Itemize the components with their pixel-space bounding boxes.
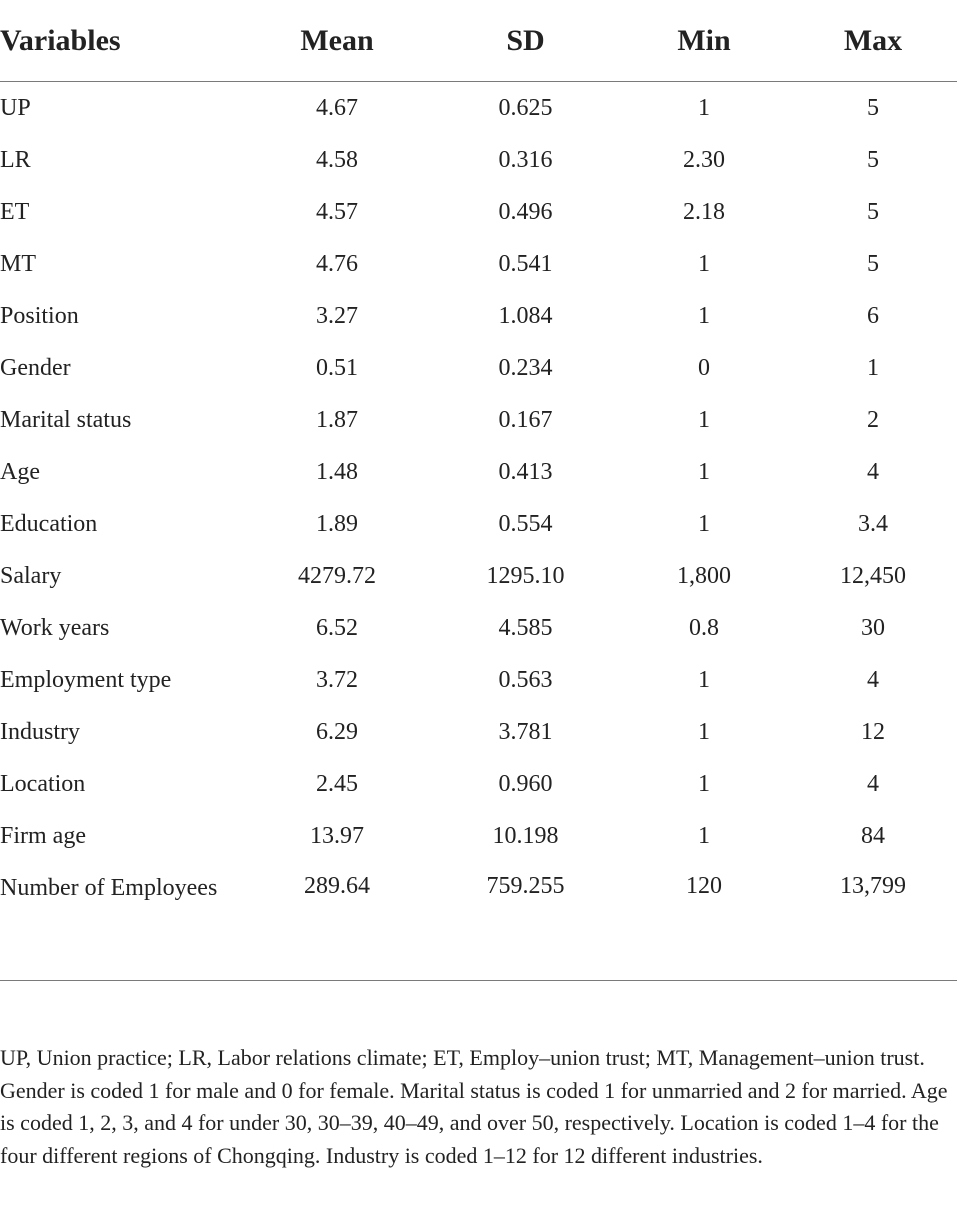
cell-min: 0 bbox=[698, 355, 710, 381]
cell-variable: Gender bbox=[0, 355, 71, 381]
table-row bbox=[0, 810, 957, 862]
cell-sd: 1295.10 bbox=[486, 563, 565, 589]
cell-max: 12,450 bbox=[840, 563, 906, 589]
cell-sd: 759.255 bbox=[432, 862, 619, 981]
cell-max: 12 bbox=[861, 719, 885, 745]
table-row bbox=[0, 446, 957, 498]
cell-sd: 0.413 bbox=[498, 459, 553, 485]
cell-variable: Firm age bbox=[0, 823, 86, 849]
header-variables: Variables bbox=[0, 0, 242, 82]
cell-min: 1 bbox=[698, 95, 710, 121]
cell-variable: Location bbox=[0, 771, 86, 797]
cell-max: 4 bbox=[867, 459, 879, 485]
cell-max: 5 bbox=[867, 147, 879, 173]
cell-mean: 4.57 bbox=[316, 199, 358, 225]
cell-variable: Salary bbox=[0, 563, 62, 589]
cell-variable: Employment type bbox=[0, 667, 172, 693]
cell-sd: 0.316 bbox=[498, 147, 553, 173]
cell-mean: 289.64 bbox=[242, 862, 432, 981]
cell-min: 1 bbox=[698, 823, 710, 849]
cell-mean: 2.45 bbox=[316, 771, 358, 797]
cell-variable: LR bbox=[0, 147, 31, 173]
table-row bbox=[0, 706, 957, 758]
cell-mean: 4.58 bbox=[316, 147, 358, 173]
cell-mean: 13.97 bbox=[310, 823, 364, 849]
cell-min: 1 bbox=[698, 251, 710, 277]
cell-max: 2 bbox=[867, 407, 879, 433]
cell-max: 5 bbox=[867, 251, 879, 277]
table-row bbox=[0, 498, 957, 550]
cell-variable: Age bbox=[0, 459, 40, 485]
cell-max: 13,799 bbox=[789, 862, 957, 981]
cell-max: 1 bbox=[867, 355, 879, 381]
cell-variable: Position bbox=[0, 303, 79, 329]
table-row bbox=[0, 862, 957, 981]
cell-sd: 10.198 bbox=[492, 823, 559, 849]
header-max: Max bbox=[789, 0, 957, 82]
cell-mean: 6.29 bbox=[316, 719, 358, 745]
cell-min: 1 bbox=[698, 667, 710, 693]
table-row bbox=[0, 758, 957, 810]
table-header-row bbox=[0, 0, 957, 82]
cell-max: 4 bbox=[867, 667, 879, 693]
cell-max: 5 bbox=[867, 199, 879, 225]
header-min: Min bbox=[619, 0, 789, 82]
cell-mean: 1.87 bbox=[316, 407, 358, 433]
cell-max: 84 bbox=[861, 823, 885, 849]
cell-sd: 0.496 bbox=[498, 199, 553, 225]
table-row bbox=[0, 82, 957, 135]
cell-min: 1,800 bbox=[677, 563, 731, 589]
cell-variable: Number of Employees bbox=[0, 862, 242, 981]
cell-min: 1 bbox=[698, 303, 710, 329]
cell-min: 2.18 bbox=[683, 199, 725, 225]
table-footnote: UP, Union practice; LR, Labor relations climate; ET, Employ–union trust; MT, Management–union trust. Gender is coded 1 for male and 0 for female. Marital status is coded 1 for unmarried and 2 for married. Age is coded 1, 2, 3, and 4 for under 30, 30–39, 40–49, and over 50, respectively. Location is coded 1–4 for the four different regions of Chongqing. Industry is coded 1–12 for 12 different industries. bbox=[0, 1045, 948, 1168]
cell-variable: Industry bbox=[0, 719, 80, 745]
cell-max: 3.4 bbox=[858, 511, 888, 537]
cell-mean: 0.51 bbox=[316, 355, 358, 381]
cell-max: 6 bbox=[867, 303, 879, 329]
cell-sd: 0.625 bbox=[498, 95, 553, 121]
cell-min: 1 bbox=[698, 511, 710, 537]
cell-max: 30 bbox=[861, 615, 885, 641]
cell-variable: Marital status bbox=[0, 407, 132, 433]
header-mean: Mean bbox=[242, 0, 432, 82]
cell-sd: 3.781 bbox=[498, 719, 553, 745]
cell-max: 5 bbox=[867, 95, 879, 121]
cell-sd: 0.167 bbox=[498, 407, 553, 433]
cell-variable: Work years bbox=[0, 615, 110, 641]
table-row bbox=[0, 186, 957, 238]
cell-min: 0.8 bbox=[689, 615, 719, 641]
cell-min: 1 bbox=[698, 771, 710, 797]
cell-mean: 6.52 bbox=[316, 615, 358, 641]
cell-variable: ET bbox=[0, 199, 30, 225]
cell-min: 1 bbox=[698, 407, 710, 433]
cell-mean: 4279.72 bbox=[298, 563, 376, 589]
cell-sd: 1.084 bbox=[498, 303, 553, 329]
cell-min: 1 bbox=[698, 459, 710, 485]
cell-sd: 0.563 bbox=[498, 667, 553, 693]
table-row bbox=[0, 342, 957, 394]
cell-min: 2.30 bbox=[683, 147, 725, 173]
cell-variable: MT bbox=[0, 251, 36, 277]
header-sd: SD bbox=[432, 0, 619, 82]
cell-variable: UP bbox=[0, 95, 31, 121]
table-row bbox=[0, 290, 957, 342]
cell-min: 1 bbox=[698, 719, 710, 745]
cell-mean: 3.27 bbox=[316, 303, 358, 329]
cell-sd: 4.585 bbox=[498, 615, 553, 641]
cell-max: 4 bbox=[867, 771, 879, 797]
cell-sd: 0.234 bbox=[498, 355, 553, 381]
cell-mean: 4.76 bbox=[316, 251, 358, 277]
table-row bbox=[0, 394, 957, 446]
cell-mean: 4.67 bbox=[316, 95, 358, 121]
table-row bbox=[0, 134, 957, 186]
cell-variable: Education bbox=[0, 511, 98, 537]
cell-mean: 3.72 bbox=[316, 667, 358, 693]
cell-sd: 0.960 bbox=[498, 771, 553, 797]
cell-sd: 0.541 bbox=[498, 251, 553, 277]
table-row bbox=[0, 602, 957, 654]
cell-sd: 0.554 bbox=[498, 511, 553, 537]
cell-min: 120 bbox=[619, 862, 789, 981]
table-row bbox=[0, 238, 957, 290]
table-body bbox=[0, 82, 957, 981]
table-row bbox=[0, 550, 957, 602]
cell-mean: 1.89 bbox=[316, 511, 358, 537]
table-row bbox=[0, 654, 957, 706]
cell-mean: 1.48 bbox=[316, 459, 358, 485]
